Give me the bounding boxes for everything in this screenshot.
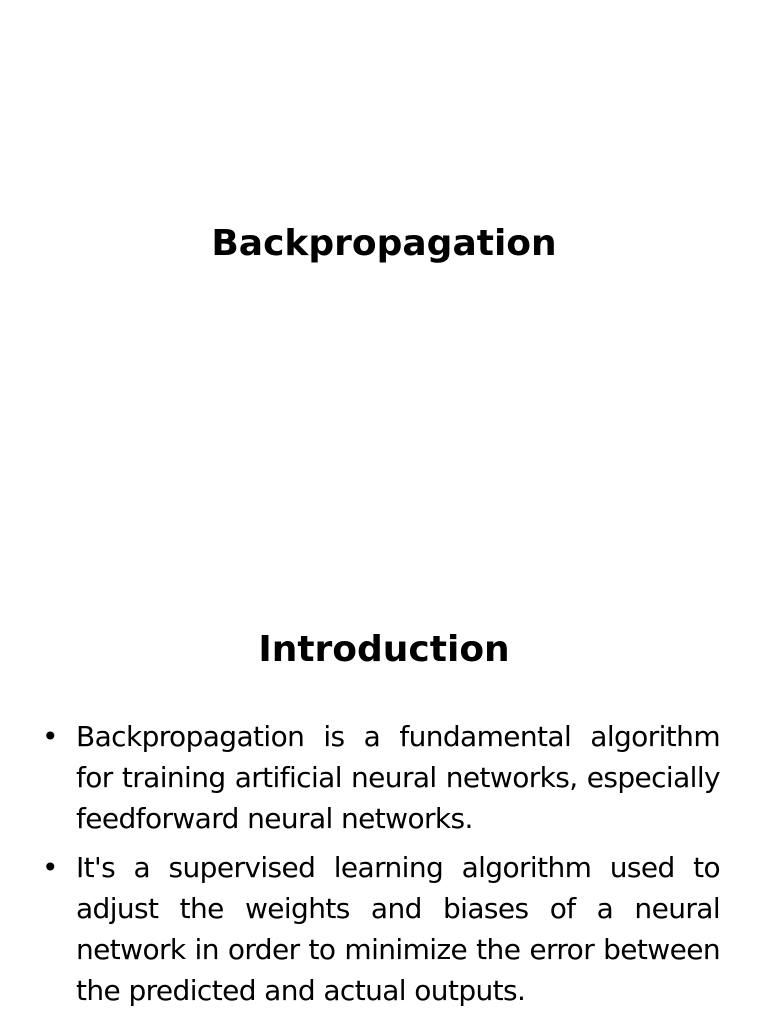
bullet-marker-icon: • xyxy=(42,720,58,753)
section-heading: Introduction xyxy=(258,629,510,670)
bullet-text: Backpropagation is a fundamental algorithm for training artificial neural networks, especially feedforward neural networks. xyxy=(76,720,720,835)
bullet-list xyxy=(40,716,720,1019)
bullet-text: It's a supervised learning algorithm used to adjust the weights and biases of a neural network in order to minimize the error between the predicted and actual outputs. xyxy=(76,851,720,1007)
bullet-marker-icon: • xyxy=(42,851,58,884)
slide-title: Backpropagation xyxy=(211,223,557,264)
bullet-item-definition xyxy=(40,716,720,839)
bullet-item-purpose xyxy=(40,847,720,1011)
